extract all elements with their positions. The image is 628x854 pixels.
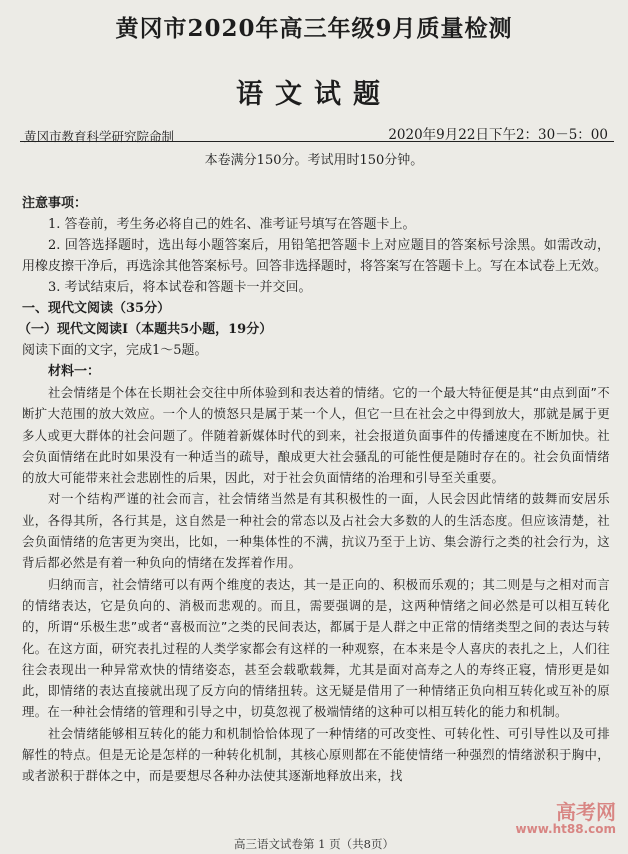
notice-item: 3. 考试结束后，将本试卷和答题卡一并交回。 — [48, 280, 312, 295]
material-label: 材料一： — [48, 364, 101, 379]
exam-body — [18, 193, 610, 787]
score-info: 本卷满分150分。考试用时150分钟。 — [204, 153, 424, 168]
page-footer: 高三语文试卷第 1 页（共8页） — [234, 837, 394, 851]
notice-item: 1. 答卷前，考生务必将自己的姓名、准考证号填写在答题卡上。 — [48, 217, 416, 232]
passage-paragraph: 社会情绪能够相互转化的能力和机制恰恰体现了一种情绪的可改变性、可转化性、可引导性以及可排解性的特点。但是无论是怎样的一种转化机制，其核心原则都在不能使情绪一种强烈的情绪淤积于胸中，或者淤积于群体之中，而是要想尽各种办法使其逐渐地释放出来，找 — [22, 725, 610, 784]
site-watermark — [476, 802, 616, 838]
watermark-text: 高考网 — [556, 800, 616, 824]
exam-title: 黄冈市2020年高三年级9月质量检测 — [115, 15, 513, 42]
passage-paragraph: 对一个结构严谨的社会而言，社会情绪当然是有其积极性的一面，人民会因此情绪的鼓舞而安居乐业，各得其所，各行其是，这自然是一种社会的常态以及占社会大多数的人的生活态度。但应该清楚，社会负面情绪的危害更为突出，比如，一种集体性的不满，抗议乃至于上访、集会游行之类的社会行为，这背后都必然是有着一种负向的情绪在发挥着作用。 — [22, 491, 610, 571]
issuer-label: 黄冈市教育科学研究院命制 — [24, 129, 175, 144]
reading-passage — [22, 382, 610, 787]
header-divider — [20, 141, 614, 142]
section-heading: 一、现代文阅读（35分） — [22, 301, 171, 316]
exam-subject-title: 语文试题 — [236, 79, 392, 110]
exam-datetime: 2020年9月22日下午2：30－5：00 — [388, 127, 608, 143]
notice-heading: 注意事项： — [22, 196, 88, 211]
subsection-heading: （一）现代文阅读Ⅰ（本题共5小题，19分） — [18, 322, 273, 337]
watermark-url: www.ht88.com — [515, 822, 616, 836]
passage-paragraph: 归纳而言，社会情绪可以有两个维度的表达，其一是正向的、积极而乐观的；其二则是与之相对而言的情绪表达，它是负向的、消极而悲观的。而且，需要强调的是，这两种情绪之间必然是可以相互转化的，所谓“乐极生悲”或者“喜极而泣”之类的民间表达，都属于是人群之中正常的情绪类型之间的表达与转化。在这方面，研究表扎过程的人类学家都会有这样的一种观察，在本来是令人喜庆的表扎之上，人们往往会表现出一种异常欢快的情绪姿态，甚至会载歌载舞，尤其是面对高寿之人的寿终正寝，情形更是如此，即情绪的表达直接就出现了反方向的情绪扭转。这无疑是借用了一种情绪正负向相互转化或互补的原理。在一种社会情绪的管理和引导之中，切莫忽视了极端情绪的这种可以相互转化的能力和机制。 — [22, 576, 610, 720]
passage-paragraph: 社会情绪是个体在长期社会交往中所体验到和表达着的情绪。它的一个最大特征便是其“由点到面”不断扩大范围的放大效应。一个人的愤怒只是属于某一个人，但它一旦在社会之中得到放大，那就是属于更多人或更大群体的社会问题了。伴随着新媒体时代的到来，社会报道负面事件的传播速度在不断加快。社会负面情绪在此时如果没有一种适当的疏导，酿成更大社会骚乱的可能性便是随时存在的。社会负面情绪的放大可能带来社会悲剧性的后果，因此，对于社会负面情绪的治理和引导至关重要。 — [22, 385, 610, 486]
reading-instruction: 阅读下面的文字，完成1～5题。 — [22, 343, 208, 358]
notice-item: 2. 回答选择题时，选出每小题答案后，用铅笔把答题卡上对应题目的答案标号涂黑。如需改动，用橡皮擦干净后，再选涂其他答案标号。回答非选择题时，将答案写在答题卡上。写在本试卷上无效。 — [22, 238, 610, 274]
